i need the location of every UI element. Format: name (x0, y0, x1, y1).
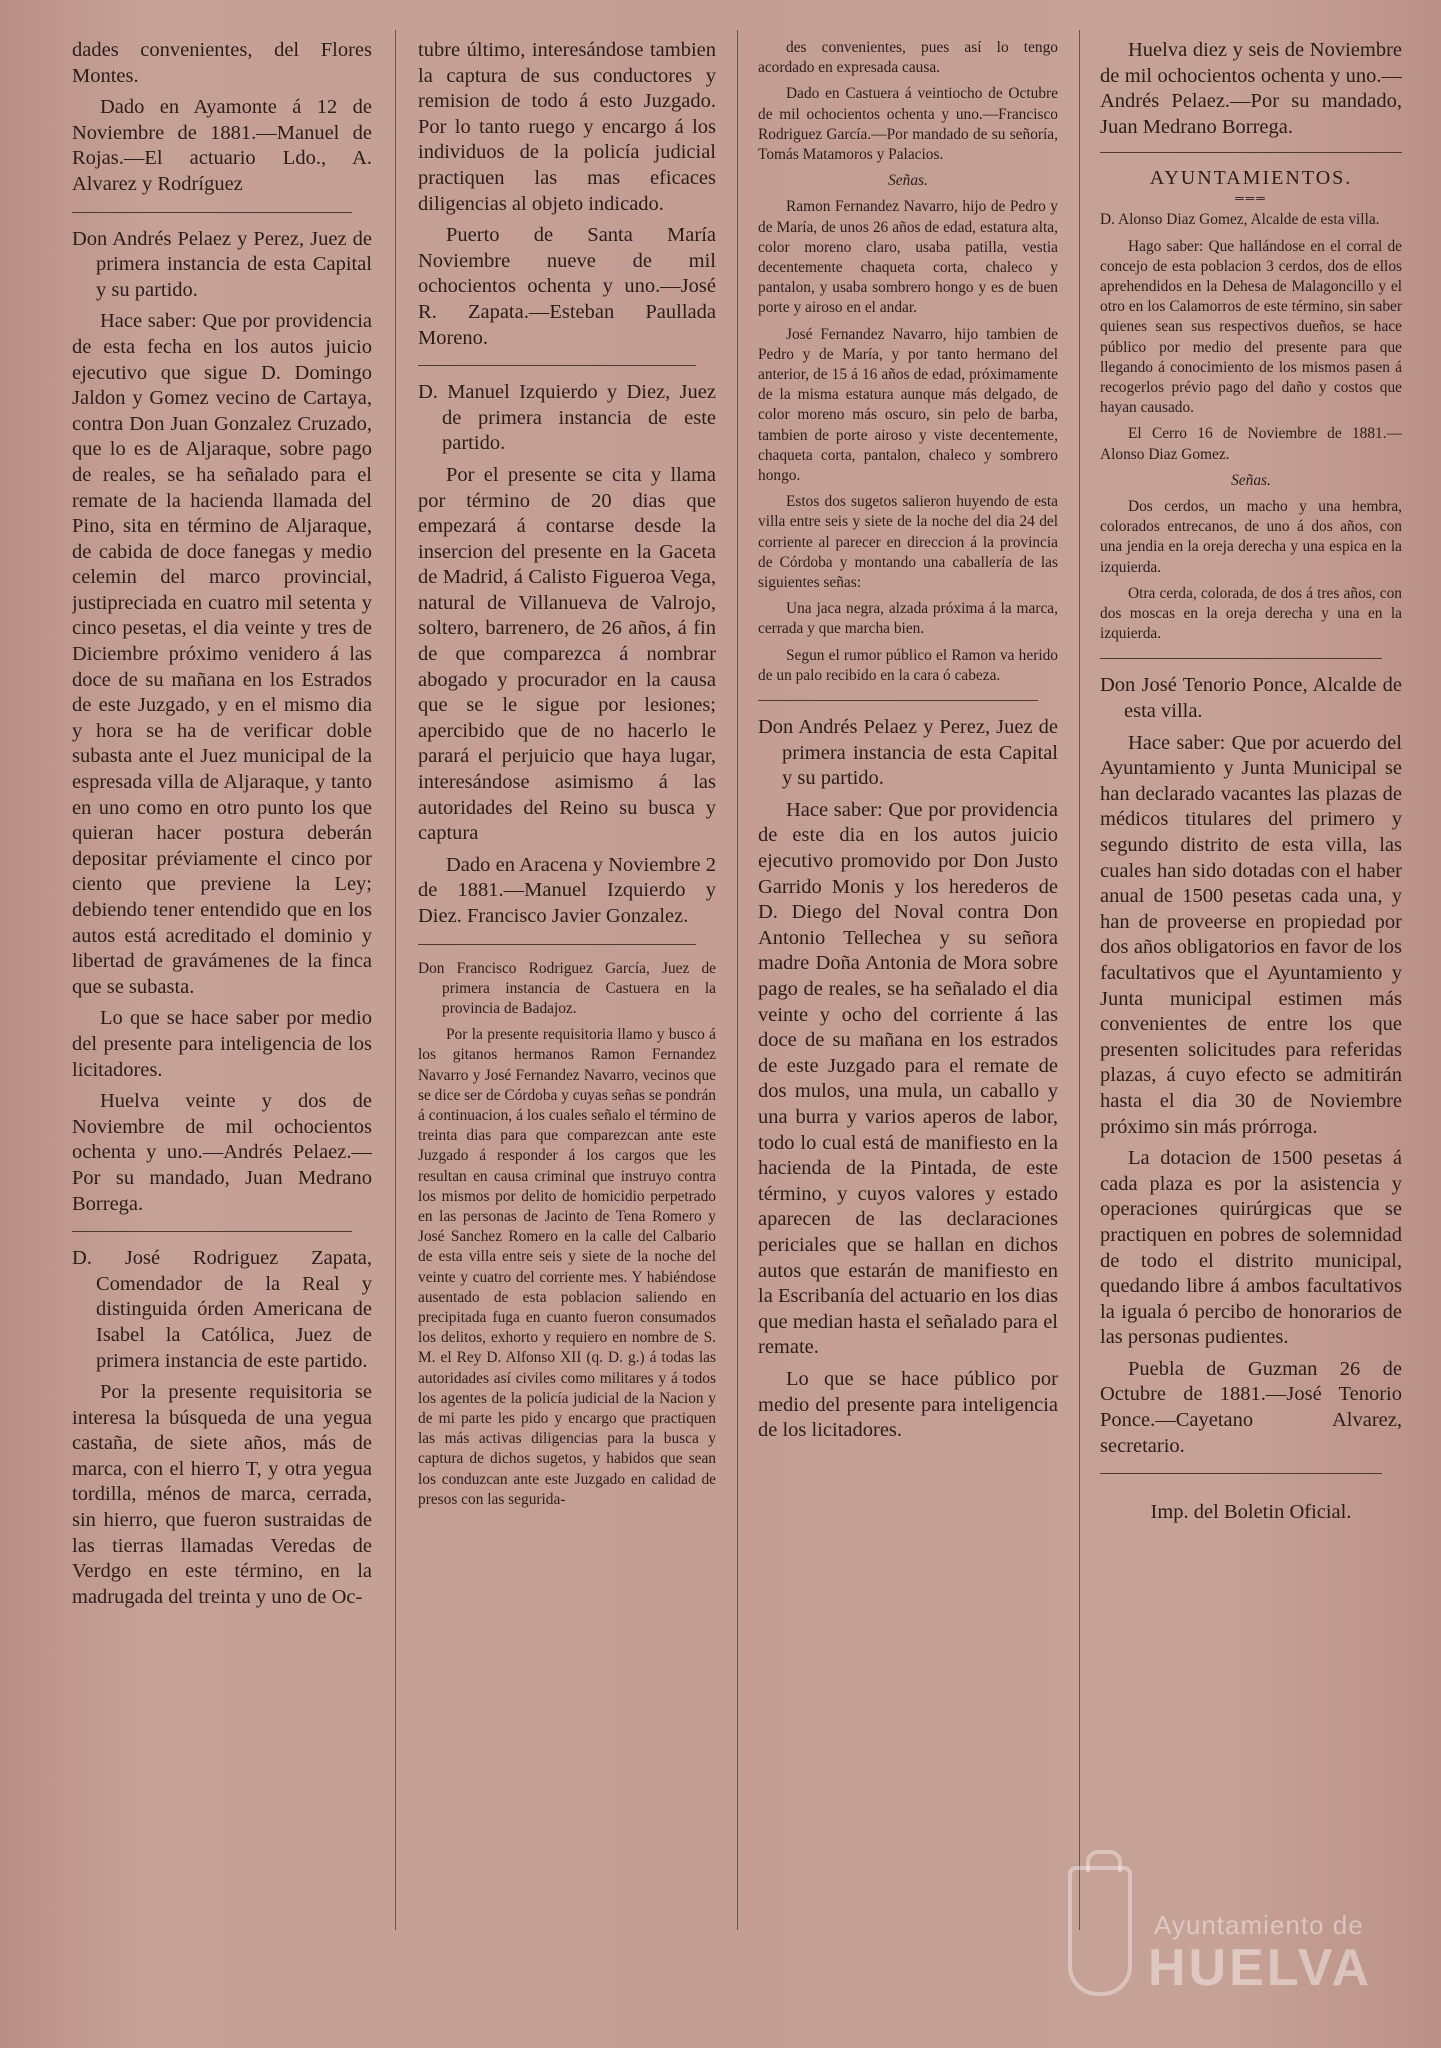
text-paragraph: Señas. (1231, 471, 1271, 489)
text-paragraph: Huelva diez y seis de Noviembre de mil ochocientos ochenta y uno.—Andrés Pelaez.—Por su mandado, Juan Medrano Borrega. (1100, 39, 1402, 138)
watermark-line1: Ayuntamiento de (1154, 1910, 1364, 1940)
section-separator (1100, 658, 1382, 659)
text-paragraph: Una jaca negra, alzada próxima á la marca, cerrada y que marcha bien. (758, 600, 1058, 638)
text-paragraph: Don Francisco Rodriguez García, Juez de primera instancia de Castuera en la provincia de Badajoz. (418, 959, 716, 1017)
text-paragraph: D. Manuel Izquierdo y Diez, Juez de primera instancia de este partido. (418, 381, 716, 455)
text-paragraph: Puebla de Guzman 26 de Octubre de 1881.—José Tenorio Ponce.—Cayetano Alvarez, secretario. (1100, 1357, 1402, 1457)
column-4 (1100, 38, 1402, 1532)
text-paragraph: Estos dos sugetos salieron huyendo de esta villa entre seis y siete de la noche del dia 24 del corriente al parecer en direccion á la provincia de Córdoba y montando una caballería de las siguientes señas: (758, 493, 1058, 592)
text-paragraph: tubre último, interesándose tambien la captura de sus conductores y remision de todo á esto Juzgado. Por lo tanto ruego y encargo á los individuos de la policía judicial practiquen las mas eficaces diligencias al objeto indicado. (418, 39, 716, 215)
text-paragraph: Lo que se hace público por medio del presente para inteligencia de los licitadores. (758, 1367, 1058, 1442)
text-paragraph: Hace saber: Que por providencia de esta fecha en los autos juicio ejecutivo que sigue D. Domingo Jaldon y Gomez vecino de Cartaya, contra Don Juan Gonzalez Cruzado, que lo es de Aljaraque, sobre pago de reales, se ha señalado para el remate de la hacienda llamada del Pino, sita en término de Aljaraque, de cabida de doce fanegas y medio celemin del marco provincial, justipreciada en cuatro mil setenta y cinco pesetas, el dia veinte y tres de Diciembre próximo venidero á las doce de su mañana en los Estrados de este Juzgado, y en el mismo dia y hora se ha de verificar doble subasta ante el Juez municipal de la espresada villa de Aljaraque, y tanto en uno como en otro punto los que quieran hacer postura deberán depositar préviamente el cinco por ciento que previene la Ley; debiendo tener entendido que en los autos está acreditado el dominio y libertad de gravámenes de la finca que se subasta. (72, 310, 372, 998)
section-separator (72, 212, 352, 213)
text-paragraph: D. Alonso Diaz Gomez, Alcalde de esta villa. (1100, 211, 1380, 229)
text-paragraph: Por la presente requisitoria llamo y busco á los gitanos hermanos Ramon Fernandez Navarro y José Fernandez Navarro, vecinos que se dice ser de Córdoba y cuyas señas se pondrán á continuacion, á los cuales señalo el término de treinta dias para que comparezcan ante este Juzgado á responder á los cargos que les resultan en causa criminal que instruyo contra los mismos por delito de homicidio perpetrado en las personas de Jacinto de Tena Romero y José Sanchez Romero en la calle del Calbario de esta villa entre seis y siete de la noche del veinte y cuatro del corriente mes. Y habiéndose ausentado de esta poblacion saliendo en precipitada fuga en cuanto fueron consumados los delitos, exhorto y requiero en nombre de S. M. el Rey D. Alfonso XII (q. D. g.) á todas las autoridades así civiles como militares y á todos los agentes de la policía judicial de la Nacion y de mi parte les pido y encargo que practiquen las más activas diligencias para la busca y captura de dichos sugetos, y habidos que sean los conduzcan ante este Juzgado en calidad de presos con las segurida- (418, 1026, 716, 1508)
text-paragraph: Ramon Fernandez Navarro, hijo de Pedro y de María, de unos 26 años de edad, estatura alta, color moreno claro, usaba patilla, vestia decentemente chaqueta corta, chaleco y pantalon, y usaba sombrero hongo y es de buen porte y airoso en el andar. (758, 198, 1058, 317)
text-paragraph: Dado en Ayamonte á 12 de Noviembre de 1881.—Manuel de Rojas.—El actuario Ldo., A. Alvarez y Rodríguez (72, 96, 372, 195)
text-paragraph: Por la presente requisitoria se interesa la búsqueda de una yegua castaña, de siete años, más de marca, con el hierro T, y otra yegua tordilla, ménos de marca, cerrada, sin hierro, que fueron sustraidas de las tierras llamadas Veredas de Verdgo en este término, en la madrugada del treinta y uno de Oc- (72, 1381, 372, 1608)
huelva-crest-icon (1068, 1866, 1132, 1996)
watermark-seal (1068, 1850, 1373, 2020)
text-paragraph: Por el presente se cita y llama por término de 20 dias que empezará á contarse desde la insercion del presente en la Gaceta de Madrid, á Calisto Figueroa Vega, natural de Villanueva de Valrojo, soltero, barrenero, de 26 años, á fin de que comparezca á nombrar abogado y procurador en la causa que se le sigue por lesiones; apercibido que de no hacerlo le parará el perjuicio que haya lugar, interesándose asimismo á las autoridades del Reino su busca y captura (418, 463, 716, 845)
text-paragraph: Don Andrés Pelaez y Perez, Juez de primera instancia de esta Capital y su partido. (758, 716, 1058, 790)
text-paragraph: D. José Rodriguez Zapata, Comendador de la Real y distinguida órden Americana de Isabel la Católica, Juez de primera instancia de este partido. (72, 1247, 372, 1372)
text-paragraph: Puerto de Santa María Noviembre nueve de mil ochocientos ochenta y uno.—José R. Zapata.—Esteban Paullada Moreno. (418, 224, 716, 349)
text-paragraph: dades convenientes, del Flores Montes. (72, 39, 372, 87)
text-paragraph: ═══ (1235, 191, 1267, 206)
column-rule (395, 30, 396, 1930)
column-rule (1079, 30, 1080, 1930)
text-paragraph: Huelva veinte y dos de Noviembre de mil ochocientos ochenta y uno.—Andrés Pelaez.—Por su mandado, Juan Medrano Borrega. (72, 1090, 372, 1215)
section-separator (418, 944, 696, 945)
section-separator (418, 365, 696, 366)
text-paragraph: Segun el rumor público el Ramon va herido de un palo recibido en la cara ó cabeza. (758, 646, 1058, 684)
watermark-line2: HUELVA (1148, 1939, 1373, 1997)
text-paragraph: Hago saber: Que hallándose en el corral de concejo de esta poblacion 3 cerdos, dos de ellos aprehendidos en la Dehesa de Malagoncillo y el otro en los Calamorros de este término, sin saber quienes sean sus respectivos dueños, se hace público por medio del presente para que llegando á conocimiento de los mismos pasen á recogerlos prévio pago del daño y costos que hayan causado. (1100, 237, 1402, 417)
column-2 (418, 38, 716, 1516)
text-paragraph: Don Andrés Pelaez y Perez, Juez de primera instancia de esta Capital y su partido. (72, 227, 372, 301)
text-paragraph: Dado en Castuera á veintiocho de Octubre de mil ochocientos ochenta y uno.—Francisco Rodriguez García.—Por mandado de su señoría, Tomás Matamoros y Palacios. (758, 85, 1058, 164)
text-paragraph: Hace saber: Que por acuerdo del Ayuntamiento y Junta Municipal se han declarado vacantes las plazas de médicos titulares del primero y segundo distrito de esta villa, las cuales han sido dotadas con el haber anual de 1500 pesetas cada una, y han de proveerse en propiedad por dos años obligatorios en favor de los facultativos que el Ayuntamiento y Junta municipal estimen más convenientes de entre los que presenten solicitudes para referidas plazas, á cuyo efecto se admitirán hasta el dia 30 de Noviembre próximo sin más prórroga. (1100, 731, 1402, 1138)
column-rule (737, 30, 738, 1930)
text-paragraph: El Cerro 16 de Noviembre de 1881.—Alonso Diaz Gomez. (1100, 425, 1402, 463)
text-paragraph: La dotacion de 1500 pesetas á cada plaza es por la asistencia y operaciones quirúrgicas que se practiquen en pobres de solemnidad de todo el distrito municipal, quedando libre á ambos facultativos la iguala ó percibo de honorarios de las personas pudientes. (1100, 1147, 1402, 1349)
section-separator (1100, 152, 1402, 153)
text-paragraph: Lo que se hace saber por medio del presente para inteligencia de los licitadores. (72, 1007, 372, 1081)
text-paragraph: Dos cerdos, un macho y una hembra, colorados entrecanos, de uno á dos años, con una jendia en la oreja derecha y una espica en la izquierda. (1100, 498, 1402, 576)
text-paragraph: Don José Tenorio Ponce, Alcalde de esta villa. (1100, 674, 1402, 723)
text-paragraph: Otra cerda, colorada, de dos á tres años, con dos moscas en la oreja derecha y una en la izquierda. (1100, 584, 1402, 643)
text-paragraph: José Fernandez Navarro, hijo tambien de Pedro y de María, y por tanto hermano del anterior, de 15 á 16 años de edad, próximamente de la misma estatura aunque más delgado, de color moreno más oscuro, sin pelo de barba, tambien de porte airoso y viste decentemente, chaqueta corta, pantalon, chaleco y sombrero hongo. (758, 325, 1058, 485)
text-paragraph: Hace saber: Que por providencia de este dia en los autos juicio ejecutivo promovido por Don Justo Garrido Monis y los herederos de D. Diego del Noval contra Don Antonio Tellechea y su señora madre Doña Antonia de Mora sobre pago de reales, se ha señalado el dia veinte y ocho del corriente á las doce de su mañana en los estrados de este Juzgado para el remate de dos mulos, una mula, un caballo y una burra y varios aperos de labor, todo lo cual está de manifiesto en la hacienda de la Pintada, de este término, y cuyos valores y estado aparecen de las declaraciones periciales que se hallan en dichos autos que estarán de manifiesto en la Escribanía del actuario en los dias que median hasta el señalado para el remate. (758, 798, 1058, 1359)
text-paragraph: Dado en Aracena y Noviembre 2 de 1881.—Manuel Izquierdo y Diez. Francisco Javier Gonzalez. (418, 853, 716, 927)
text-paragraph: AYUNTAMIENTOS. (1149, 167, 1353, 190)
text-paragraph: Imp. del Boletin Oficial. (1150, 1501, 1352, 1524)
section-separator (758, 700, 1038, 701)
text-paragraph: Señas. (888, 172, 928, 190)
text-paragraph: des convenientes, pues así lo tengo acordado en expresada causa. (758, 39, 1058, 77)
section-separator (72, 1231, 352, 1232)
column-1 (72, 38, 372, 1616)
section-separator (1100, 1473, 1382, 1474)
column-3 (758, 38, 1058, 1450)
